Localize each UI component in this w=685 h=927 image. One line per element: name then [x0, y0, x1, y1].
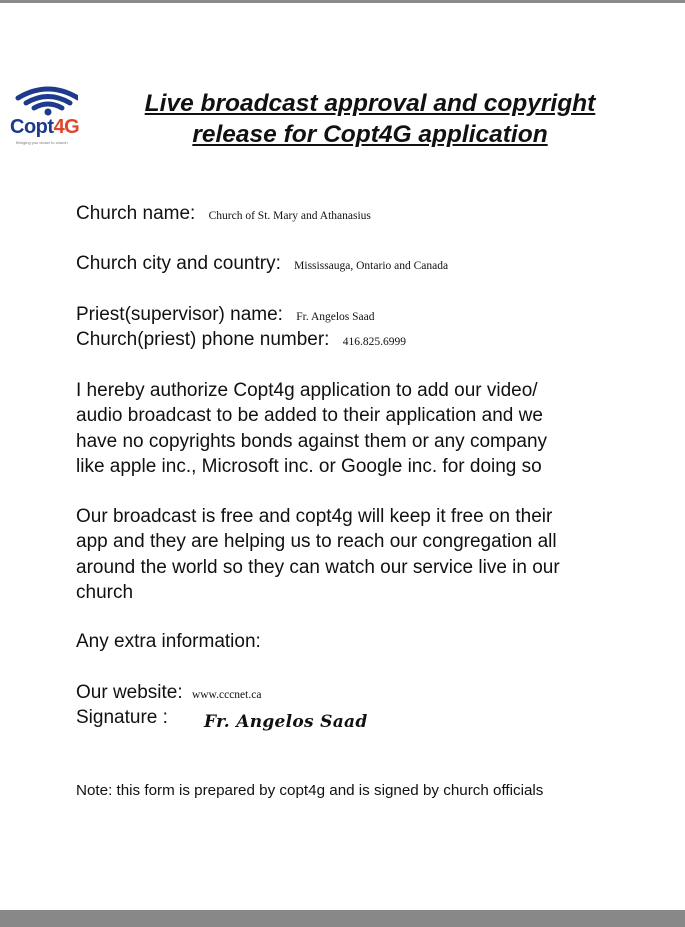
- free-broadcast-line: app and they are helping us to reach our congregation all: [76, 531, 557, 553]
- priest-name-row: [76, 304, 375, 326]
- church-name-label: Church name:: [76, 203, 196, 224]
- title-line-1: Live broadcast approval and copyright: [144, 90, 596, 117]
- website-value: www.cccnet.ca: [191, 689, 262, 701]
- free-broadcast-line: church: [76, 581, 134, 603]
- extra-info-label: Any extra information:: [76, 631, 261, 652]
- website-row: [76, 682, 261, 704]
- signature-label: Signature :: [76, 707, 168, 728]
- free-broadcast-line: around the world so they can watch our service live in our: [76, 556, 560, 578]
- wifi-icon: [8, 80, 78, 120]
- church-name-row: [76, 203, 371, 225]
- free-broadcast-paragraph: [76, 504, 636, 605]
- top-border: [0, 0, 685, 3]
- logo-wordmark: Copt4G: [10, 116, 80, 138]
- church-name-value: Church of St. Mary and Athanasius: [208, 210, 371, 222]
- logo-tagline: Bringing you closer to church: [16, 140, 68, 145]
- free-broadcast-line: Our broadcast is free and copt4g will keep it free on their: [76, 506, 553, 527]
- copt4g-logo: [8, 80, 108, 150]
- bottom-border: [0, 910, 685, 927]
- document-title: [110, 88, 630, 150]
- priest-name-label: Priest(supervisor) name:: [76, 304, 283, 325]
- footer-note: Note: this form is prepared by copt4g and is signed by church officials: [76, 782, 544, 799]
- title-line-2: release for Copt4G application: [192, 121, 548, 148]
- authorization-paragraph: [76, 378, 636, 479]
- signature-value: Fr. Angelos Saad: [204, 712, 368, 732]
- phone-value: 416.825.6999: [342, 336, 406, 348]
- authorization-line: like apple inc., Microsoft inc. or Google inc. for doing so: [76, 455, 542, 477]
- church-city-row: [76, 253, 448, 275]
- authorization-line: I hereby authorize Copt4g application to add our video/: [76, 380, 538, 401]
- phone-row: [76, 329, 406, 351]
- church-city-value: Mississauga, Ontario and Canada: [294, 260, 449, 272]
- authorization-line: audio broadcast to be added to their application and we: [76, 405, 543, 427]
- authorization-line: have no copyrights bonds against them or any company: [76, 430, 548, 452]
- website-label: Our website:: [76, 682, 183, 703]
- priest-name-value: Fr. Angelos Saad: [296, 311, 375, 323]
- phone-label: Church(priest) phone number:: [76, 329, 330, 350]
- church-city-label: Church city and country:: [76, 253, 281, 274]
